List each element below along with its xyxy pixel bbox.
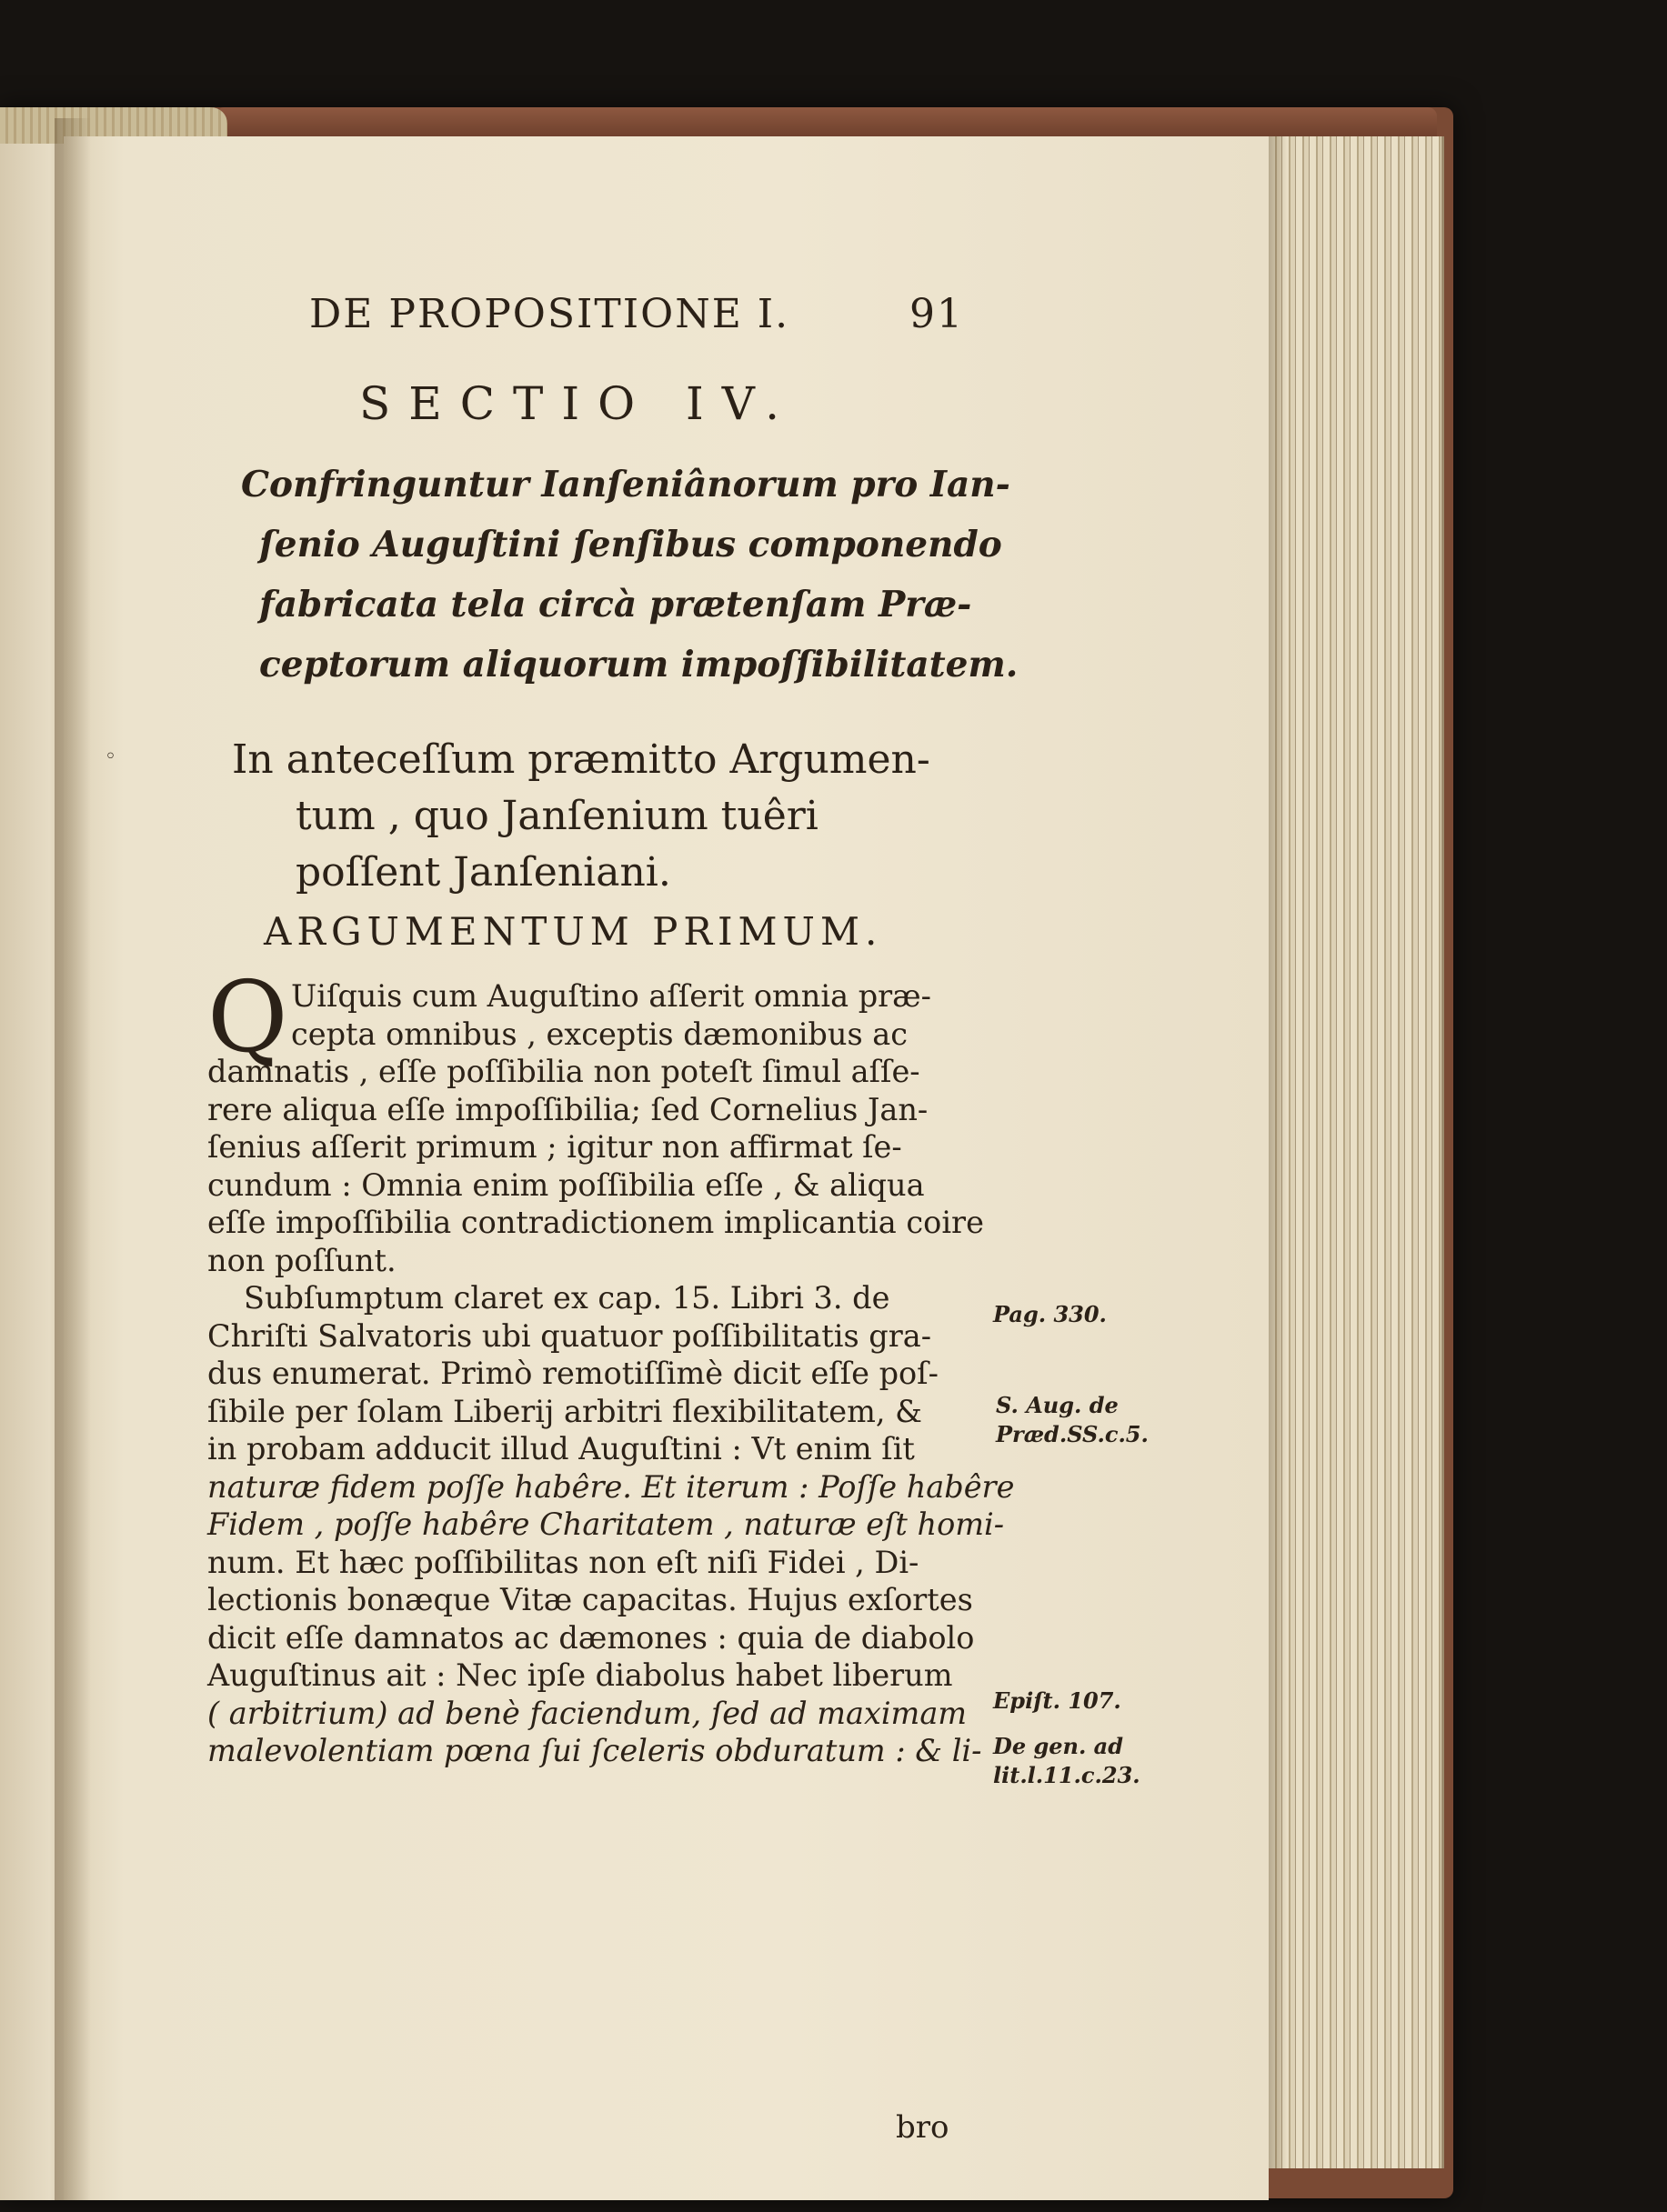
- body-line: dicit eſſe damnatos ac dæmones : quia de diabolo: [207, 1619, 975, 1656]
- body-line: Fidem , poſſe habêre Charitatem , naturæ eſt homi-: [207, 1506, 1005, 1542]
- intro-line: poſſent Janſeniani.: [296, 849, 671, 896]
- page-stack-shadow: [1269, 136, 1287, 2168]
- body-line: dus enumerat. Primò remotiſſimè dicit eſſe poſ-: [207, 1356, 939, 1391]
- intro-paragraph: [232, 732, 978, 901]
- section-subtitle: [241, 455, 1019, 695]
- body-line: eſſe impoſſibilia contradictionem implicantia coire: [207, 1205, 984, 1240]
- body-line: rere aliqua eſſe impoſſibilia; ſed Cornelius Jan-: [207, 1091, 929, 1127]
- subtitle-line: fabricata tela circà prætenſam Præ-: [259, 584, 972, 626]
- drop-cap: Q: [207, 961, 288, 1075]
- page-gutter: [55, 118, 91, 2200]
- body-line: Subſumptum claret ex cap. 15. Libri 3. de: [244, 1280, 890, 1316]
- body-line: damnatis , eſſe poſſibilia non poteſt ſimul aſſe-: [207, 1054, 920, 1089]
- body-line: Chriſti Salvatoris ubi quatuor poſſibilitatis gra-: [207, 1317, 932, 1354]
- body-line: non poſſunt.: [207, 1242, 397, 1278]
- body-text: [207, 961, 1015, 1770]
- subtitle-line: ſenio Auguſtini ſenſibus componendo: [259, 524, 1002, 566]
- body-line: lectionis bonæque Vitæ capacitas. Hujus exſortes: [207, 1582, 973, 1617]
- intro-line: tum , quo Janſenium tuêri: [296, 793, 818, 839]
- body-line: cepta omnibus , exceptis dæmonibus ac: [291, 1016, 909, 1052]
- margin-note: Epiſt. 107.: [993, 1687, 1121, 1714]
- subtitle-line: ceptorum aliquorum impoſſibilitatem.: [259, 644, 1019, 686]
- section-title: SECTIO IV.: [359, 377, 798, 430]
- margin-note: Pag. 330.: [993, 1301, 1107, 1327]
- catchword: bro: [896, 2109, 949, 2146]
- intro-line: In anteceſſum præmitto Argumen-: [232, 736, 930, 783]
- page-stack-edge: [1269, 136, 1444, 2168]
- body-line: Uiſquis cum Auguſtino aſſerit omnia præ-: [291, 978, 931, 1014]
- argument-heading: ARGUMENTUM PRIMUM.: [264, 909, 883, 954]
- body-line: naturæ fidem poſſe habêre. Et iterum : Poſſe habêre: [207, 1468, 1015, 1505]
- margin-mark-icon: ◦: [105, 746, 116, 768]
- margin-note-line: De gen. ad: [993, 1733, 1123, 1759]
- margin-note-line: Præd.SS.c.5.: [996, 1421, 1149, 1447]
- cover-top-edge: [218, 107, 1437, 140]
- body-line: cundum : Omnia enim poſſibilia eſſe , & aliqua: [207, 1166, 925, 1203]
- body-line: ſenius aſſerit primum ; igitur non affirmat ſe-: [207, 1129, 902, 1165]
- running-head-title: DE PROPOSITIONE I.: [309, 291, 790, 337]
- page-number: 91: [909, 291, 964, 337]
- margin-note: [993, 1732, 1140, 1790]
- margin-note: [996, 1391, 1149, 1449]
- subtitle-line: Confringuntur Ianſeniânorum pro Ian-: [241, 464, 1010, 505]
- body-line: ſibile per ſolam Liberij arbitri flexibilitatem, &: [207, 1393, 923, 1429]
- body-line: Auguſtinus ait : Nec ipſe diabolus habet liberum: [207, 1657, 953, 1693]
- margin-note-line: S. Aug. de: [996, 1392, 1119, 1418]
- running-head: [309, 291, 964, 337]
- body-line: in probam adducit illud Auguſtini : Vt enim ſit: [207, 1431, 915, 1466]
- body-line: num. Et hæc poſſibilitas non eſt niſi Fidei , Di-: [207, 1544, 919, 1580]
- body-line: ( arbitrium) ad benè faciendum, ſed ad maximam: [207, 1695, 968, 1731]
- margin-note-line: lit.l.11.c.23.: [993, 1762, 1140, 1788]
- body-line: malevolentiam pœna ſui ſceleris obduratum : & li-: [207, 1733, 982, 1768]
